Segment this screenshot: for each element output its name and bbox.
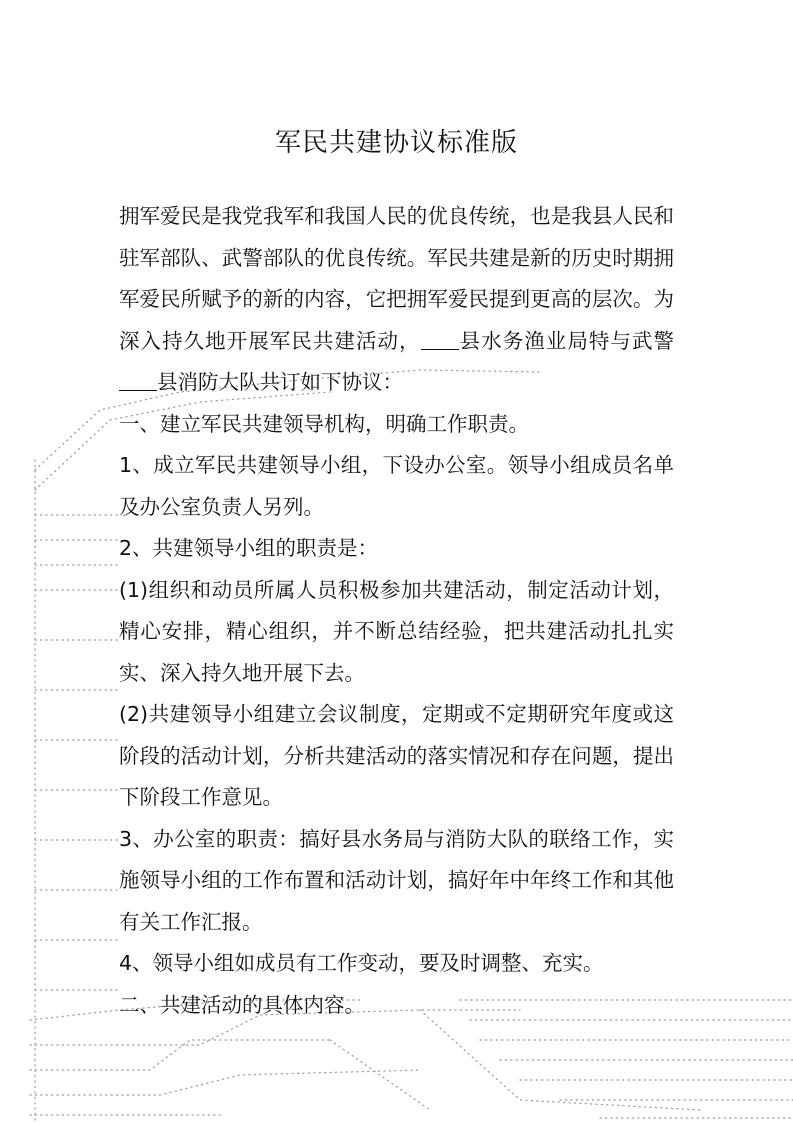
document-body [119,196,674,1026]
document-title: 军民共建协议标准版 [274,128,518,158]
intro-text-part2: 县水务渔业局特与武警 [458,328,675,353]
item-1: 1、成立军民共建领导小组，下设办公室。领导小组成员名单及办公室负责人另列。 [119,453,674,519]
item-3: 3、办公室的职责：搞好县水务局与消防大队的联络工作，实施领导小组的工作布置和活动计划，搞好年中年终工作和其他有关工作汇报。 [119,826,674,934]
intro-text-part1: 拥军爱民是我党我军和我国人民的优良传统，也是我县人民和驻军部队、武警部队的优良传统。军民共建是新的历史时期拥军爱民所赋予的新的内容，它把拥军爱民提到更高的层次。为深入持久地开展军民共建活动， [119,204,674,353]
intro-text-part3: 县消防大队共订如下协议： [157,370,403,394]
blank-county-name-1 [421,328,459,350]
blank-county-name-2 [119,370,157,392]
section-heading-1: 一、建立军民共建领导机构，明确工作职责。 [119,411,529,436]
item-2: 2、共建领导小组的职责是： [119,536,379,560]
item-2-sub-1: (1)组织和动员所属人员积极参加共建活动，制定活动计划，精心安排，精心组织，并不断总结经验，把共建活动扎扎实实、深入持久地开展下去。 [119,577,674,685]
item-2-sub-2: (2)共建领导小组建立会议制度，定期或不定期研究年度或这阶段的活动计划，分析共建活动的落实情况和存在问题，提出下阶段工作意见。 [119,702,674,809]
intro-paragraph [119,196,674,404]
section-heading-2: 二、共建活动的具体内容。 [119,992,365,1017]
item-4: 4、领导小组如成员有工作变动，要及时调整、充实。 [119,951,604,975]
